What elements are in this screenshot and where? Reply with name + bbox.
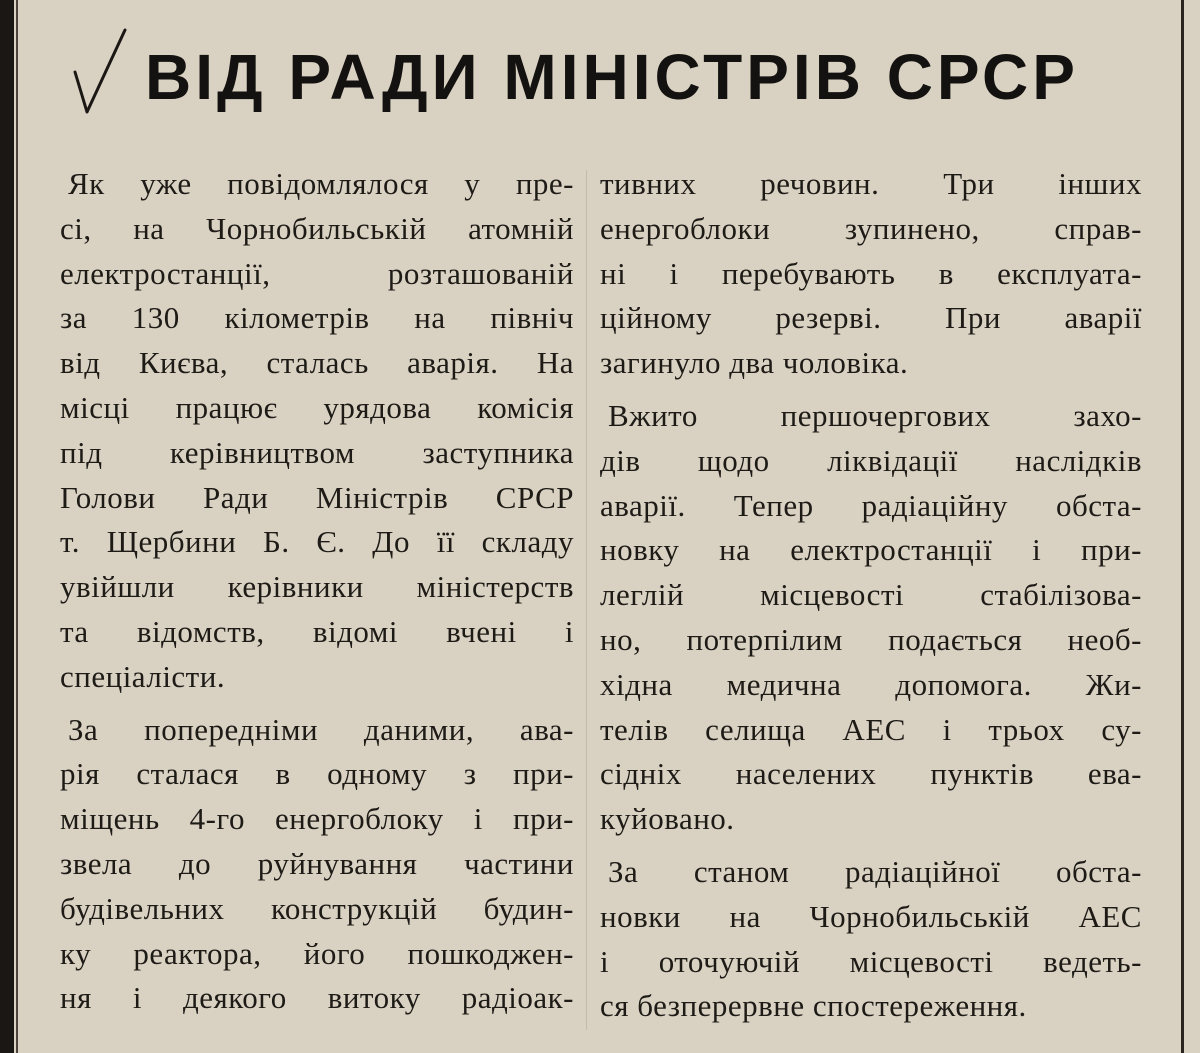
article-text-line: за 130 кілометрів на північ: [60, 300, 574, 336]
article-text-line: під керівництвом заступника: [60, 434, 574, 470]
article-text-line: ня і деякого витоку радіоак-: [60, 980, 574, 1016]
article-text-line: За станом радіаційної обста-: [608, 853, 1142, 889]
article-text-line: леглій місцевості стабілізова-: [600, 577, 1142, 613]
article-text-line: увійшли керівники міністерств: [60, 569, 574, 605]
article-text-line: хідна медична допомога. Жи-: [600, 666, 1142, 702]
article-text-line: тивних речовин. Три інших: [600, 166, 1142, 201]
article-text-line: електростанції, розташованій: [60, 255, 574, 291]
article-text-line: спеціалісти.: [60, 658, 226, 694]
article-text-line: Голови Ради Міністрів СРСР: [60, 479, 574, 515]
article-text-line: Як уже повідомлялося у пре-: [68, 166, 574, 201]
article-text-line: ся безперервне спостереження.: [600, 988, 1027, 1024]
handwritten-check-mark: [65, 22, 135, 132]
article-text-line: звела до руйнування частини: [60, 845, 574, 881]
paragraph-gap: [600, 842, 1142, 850]
article-text-line: енергоблоки зупинено, справ-: [600, 210, 1142, 246]
article-text-line: ку реактора, його пошкоджен-: [60, 935, 574, 971]
article-text-line: рія сталася в одному з при-: [60, 756, 574, 792]
article-text-line: новку на електростанції і при-: [600, 532, 1142, 568]
headline: [65, 22, 1165, 132]
article-text-line: і оточуючій місцевості ведеть-: [600, 943, 1142, 979]
article-text-line: міщень 4-го енергоблоку і при-: [60, 801, 574, 837]
paragraph-gap: [60, 700, 574, 708]
article-column-right: [600, 162, 1142, 1029]
right-border-rule: [1181, 0, 1184, 1053]
article-text-line: аварії. Тепер радіаційну обста-: [600, 487, 1142, 523]
article-text-line: від Києва, сталась аварія. На: [60, 345, 574, 381]
paragraph-gap: [600, 386, 1142, 394]
article-text-line: телів селища АЕС і трьох су-: [600, 711, 1142, 747]
article-text-line: сі, на Чорнобильській атомній: [60, 210, 574, 246]
article-text-line: За попередніми даними, ава-: [68, 711, 574, 747]
article-text-line: Вжито першочергових захо-: [608, 397, 1142, 433]
article-text-line: т. Щербини Б. Є. До її складу: [60, 524, 574, 560]
article-text-line: куйовано.: [600, 801, 735, 837]
column-divider: [586, 170, 587, 1030]
left-inner-rule: [16, 0, 18, 1053]
article-text-line: дів щодо ліквідації наслідків: [600, 442, 1142, 478]
article-text-line: та відомств, відомі вчені і: [60, 613, 574, 649]
article-text-line: сідніх населених пунктів ева-: [600, 756, 1142, 792]
article-column-left: [60, 162, 574, 1021]
article-text-line: ційному резерві. При аварії: [600, 300, 1142, 336]
article-text-line: будівельних конструкцій будин-: [60, 890, 574, 926]
article-text-line: місці працює урядова комісія: [60, 389, 574, 425]
article-text-line: ні і перебувають в експлуата-: [600, 255, 1142, 291]
article-text-line: новки на Чорнобильській АЕС: [600, 898, 1142, 934]
left-border-rule: [0, 0, 14, 1053]
article-text-line: загинуло два чоловіка.: [600, 345, 909, 381]
headline-title: ВІД РАДИ МІНІСТРІВ СРСР: [145, 41, 1079, 113]
article-text-line: но, потерпілим подається необ-: [600, 621, 1142, 657]
